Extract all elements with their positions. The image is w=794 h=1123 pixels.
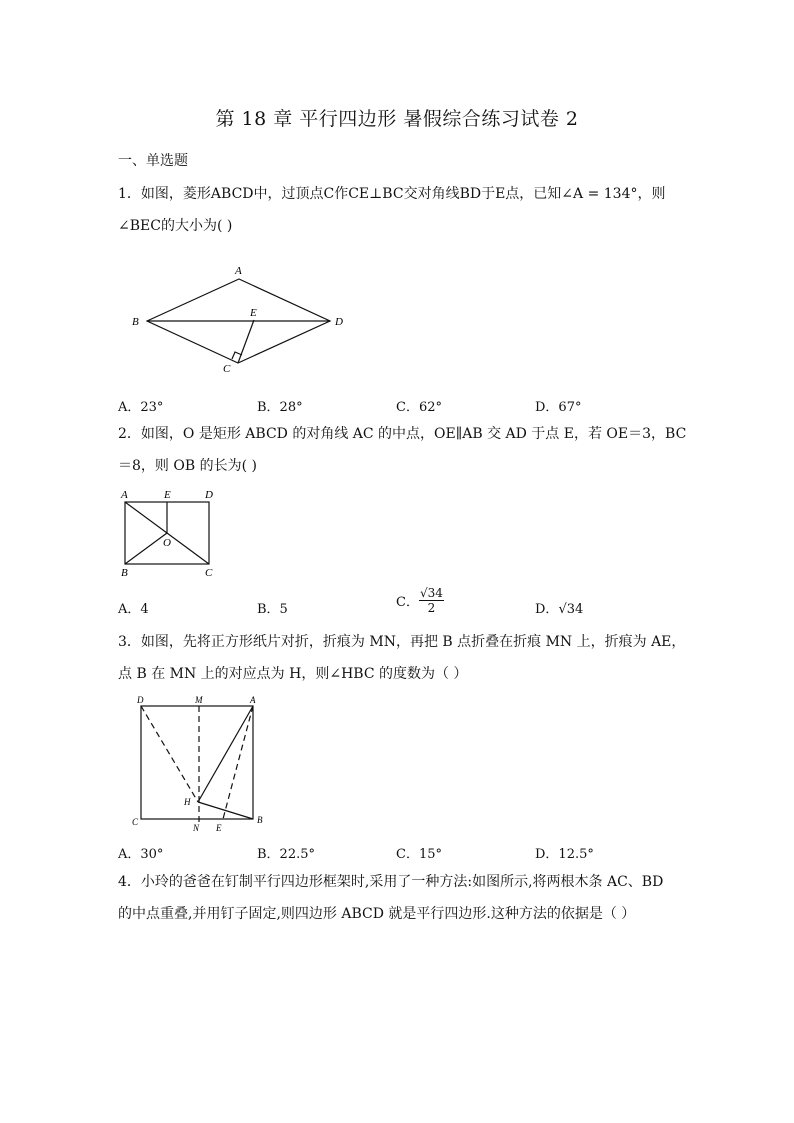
- q2-option-c[interactable]: [396, 586, 444, 615]
- square-abcd: [141, 706, 253, 819]
- square-fold-figure: [130, 692, 270, 834]
- label-b: B: [257, 815, 263, 825]
- label-c: C: [132, 817, 139, 827]
- label-a: A: [121, 489, 128, 501]
- label-o: O: [163, 537, 171, 549]
- q2-option-d-value: √34: [558, 602, 584, 617]
- label-a: A: [250, 695, 256, 705]
- label-h: H: [184, 797, 191, 807]
- label-c: C: [205, 567, 213, 579]
- segment-ah: [198, 706, 253, 802]
- q1-option-b[interactable]: B．28°: [257, 400, 303, 415]
- segment-hb: [198, 802, 253, 819]
- label-n: N: [193, 823, 200, 833]
- question-1-line-2: ∠BEC的大小为( ): [118, 218, 233, 234]
- label-d: D: [335, 316, 343, 328]
- q2-option-d[interactable]: [535, 598, 583, 617]
- rhombus-figure: [128, 262, 358, 377]
- q1-option-c[interactable]: C．62°: [396, 400, 442, 415]
- q3-option-a[interactable]: A．30°: [118, 847, 164, 862]
- q2-option-a[interactable]: A．4: [118, 602, 149, 617]
- q3-option-b[interactable]: B．22.5°: [257, 847, 315, 862]
- label-a: A: [235, 265, 242, 277]
- label-m: M: [195, 695, 203, 705]
- section-heading: 一、单选题: [118, 153, 188, 169]
- q3-option-d[interactable]: D．12.5°: [535, 847, 594, 862]
- label-b: B: [121, 567, 128, 579]
- q1-option-d[interactable]: D．67°: [535, 400, 582, 415]
- question-4-line-1: 4．小玲的爸爸在钉制平行四边形框架时,采用了一种方法:如图所示,将两根木条 AC、BD: [118, 874, 664, 890]
- label-e: E: [216, 823, 222, 833]
- q2-option-b[interactable]: B．5: [257, 602, 288, 617]
- question-3-line-1: 3．如图，先将正方形纸片对折，折痕为 MN，再把 B 点折叠在折痕 MN 上，折痕为 AE，: [118, 634, 686, 650]
- question-2-line-1: 2．如图，O 是矩形 ABCD 的对角线 AC 的中点，OE∥AB 交 AD 于点 E，若 OE＝3，BC: [118, 426, 687, 442]
- fraction-numerator: √34: [419, 586, 443, 600]
- question-3-line-2: 点 B 在 MN 上的对应点为 H，则∠HBC 的度数为（ ）: [118, 666, 468, 682]
- label-e: E: [164, 489, 171, 501]
- page-title: 第 18 章 平行四边形 暑假综合练习试卷 2: [215, 108, 579, 130]
- q2-option-d-letter: D．: [535, 602, 559, 617]
- label-b: B: [132, 316, 139, 328]
- question-1-line-1: 1．如图，菱形ABCD中，过顶点C作CE⊥BC交对角线BD于E点，已知∠A = 134°，则: [118, 186, 666, 202]
- q3-option-c[interactable]: C．15°: [396, 847, 442, 862]
- label-e: E: [250, 307, 257, 319]
- q1-option-a[interactable]: A．23°: [118, 400, 164, 415]
- dashed-dh: [141, 706, 198, 802]
- q2-option-c-letter: C．: [396, 595, 419, 610]
- question-2-line-2: ＝8，则 OB 的长为( ): [118, 458, 257, 474]
- rectangle-figure: [116, 486, 226, 580]
- fraction: [419, 586, 444, 615]
- label-d: D: [137, 695, 144, 705]
- segment-bo: [125, 533, 167, 564]
- fold-line-ae: [223, 706, 253, 819]
- fraction-denominator: 2: [427, 601, 436, 615]
- label-c: C: [223, 363, 231, 375]
- question-4-line-2: 的中点重叠,并用钉子固定,则四边形 ABCD 就是平行四边形.这种方法的依据是（ ）: [118, 906, 636, 922]
- label-d: D: [205, 489, 213, 501]
